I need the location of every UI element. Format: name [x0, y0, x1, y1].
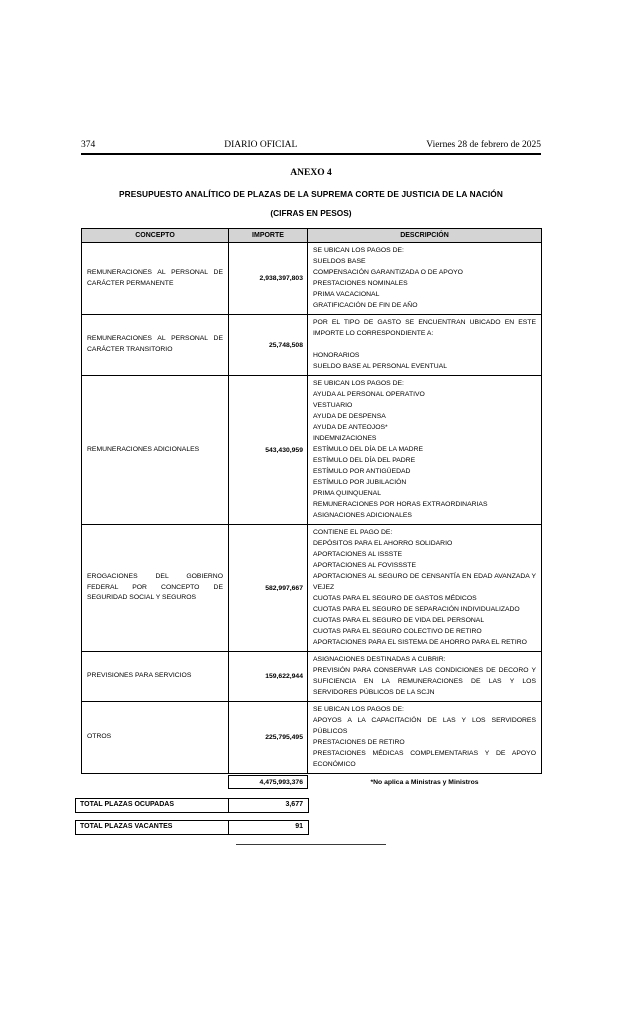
- table-row: [82, 243, 542, 315]
- anexo-heading: ANEXO 4: [290, 168, 332, 178]
- descripcion-line: ESTÍMULO POR ANTIGÜEDAD: [313, 468, 411, 475]
- budget-table: [81, 228, 542, 774]
- descripcion-line: SE UBICAN LOS PAGOS DE:: [313, 706, 404, 713]
- descripcion-cell: [308, 702, 542, 774]
- journal-title: DIARIO OFICIAL: [224, 140, 298, 150]
- descripcion-cell: [308, 376, 542, 525]
- descripcion-line: CONTIENE EL PAGO DE:: [313, 529, 393, 536]
- importe-cell: 25,748,508: [229, 315, 308, 376]
- descripcion-line: POR EL TIPO DE GASTO SE ENCUENTRAN UBICADO EN ESTE IMPORTE LO CORRESPONDIENTE A:: [313, 319, 536, 337]
- table-row: [82, 376, 542, 525]
- descripcion-line: PRESTACIONES MÉDICAS COMPLEMENTARIAS Y DE APOYO ECONÓMICO: [313, 750, 536, 768]
- column-header-descripcion: DESCRIPCIÓN: [308, 229, 542, 243]
- descripcion-line: ESTÍMULO DEL DÍA DEL PADRE: [313, 457, 416, 464]
- descripcion-line: [313, 339, 536, 350]
- descripcion-line: PRESTACIONES NOMINALES: [313, 280, 408, 287]
- masthead: [81, 140, 541, 150]
- descripcion-line: ESTÍMULO POR JUBILACIÓN: [313, 479, 407, 486]
- descripcion-line: ASIGNACIONES ADICIONALES: [313, 512, 412, 519]
- descripcion-cell: [308, 525, 542, 652]
- total-importe: 4,475,993,376: [228, 775, 308, 789]
- descripcion-line: SE UBICAN LOS PAGOS DE:: [313, 380, 404, 387]
- table-row: [82, 525, 542, 652]
- descripcion-line: APOYOS A LA CAPACITACIÓN DE LAS Y LOS SERVIDORES PÚBLICOS: [313, 717, 536, 735]
- importe-cell: 159,622,944: [229, 652, 308, 702]
- descripcion-line: PREVISIÓN PARA CONSERVAR LAS CONDICIONES DE DECORO Y SUFICIENCIA EN LA REMUNERACIONES DE LAS Y LOS SERVIDORES PÚBLICOS DE LA SCJN: [313, 667, 536, 696]
- descripcion-line: SUELDO BASE AL PERSONAL EVENTUAL: [313, 363, 447, 370]
- document-title: PRESUPUESTO ANALÍTICO DE PLAZAS DE LA SUPREMA CORTE DE JUSTICIA DE LA NACIÓN: [119, 189, 503, 199]
- descripcion-line: CUOTAS PARA EL SEGURO COLECTIVO DE RETIRO: [313, 628, 482, 635]
- descripcion-line: ASIGNACIONES DESTINADAS A CUBRIR:: [313, 656, 446, 663]
- concepto-cell: REMUNERACIONES AL PERSONAL DE CARÁCTER TRANSITORIO: [82, 315, 229, 376]
- descripcion-line: COMPENSACIÓN GARANTIZADA O DE APOYO: [313, 269, 463, 276]
- masthead-rule: [81, 153, 541, 155]
- descripcion-line: CUOTAS PARA EL SEGURO DE SEPARACIÓN INDIVIDUALIZADO: [313, 606, 520, 613]
- table-row: [82, 702, 542, 774]
- summary-value: 3,677: [285, 801, 303, 808]
- concepto-cell: EROGACIONES DEL GOBIERNO FEDERAL POR CONCEPTO DE SEGURIDAD SOCIAL Y SEGUROS: [82, 525, 229, 652]
- descripcion-line: ESTÍMULO DEL DÍA DE LA MADRE: [313, 446, 424, 453]
- descripcion-line: HONORARIOS: [313, 352, 360, 359]
- concepto-cell: REMUNERACIONES AL PERSONAL DE CARÁCTER PERMANENTE: [82, 243, 229, 315]
- descripcion-line: SUELDOS BASE: [313, 258, 366, 265]
- table-row: [82, 652, 542, 702]
- column-header-importe: IMPORTE: [229, 229, 308, 243]
- footnote: *No aplica a Ministras y Ministros: [370, 779, 479, 786]
- page-content: [81, 0, 541, 845]
- descripcion-line: PRIMA QUINQUENAL: [313, 490, 381, 497]
- concepto-cell: PREVISIONES PARA SERVICIOS: [82, 652, 229, 702]
- summary-box: [75, 820, 309, 835]
- table-row: [82, 315, 542, 376]
- descripcion-line: SE UBICAN LOS PAGOS DE:: [313, 247, 404, 254]
- end-rule: [236, 844, 386, 845]
- descripcion-line: DEPÓSITOS PARA EL AHORRO SOLIDARIO: [313, 540, 453, 547]
- total-strip: [81, 775, 541, 789]
- descripcion-cell: [308, 652, 542, 702]
- descripcion-line: AYUDA DE DESPENSA: [313, 413, 386, 420]
- document-subtitle: (CIFRAS EN PESOS): [270, 208, 352, 218]
- importe-cell: 225,795,495: [229, 702, 308, 774]
- descripcion-line: REMUNERACIONES POR HORAS EXTRAORDINARIAS: [313, 501, 488, 508]
- summary-value: 91: [295, 823, 303, 830]
- importe-cell: 2,938,397,803: [229, 243, 308, 315]
- descripcion-cell: [308, 243, 542, 315]
- descripcion-line: AYUDA AL PERSONAL OPERATIVO: [313, 391, 425, 398]
- summary-section: [75, 798, 541, 835]
- descripcion-cell: [308, 315, 542, 376]
- descripcion-line: AYUDA DE ANTEOJOS*: [313, 424, 388, 431]
- total-spacer: [81, 775, 228, 789]
- descripcion-line: GRATIFICACIÓN DE FIN DE AÑO: [313, 302, 418, 309]
- descripcion-line: APORTACIONES AL FOVISSSTE: [313, 562, 416, 569]
- descripcion-line: INDEMNIZACIONES: [313, 435, 377, 442]
- descripcion-line: APORTACIONES PARA EL SISTEMA DE AHORRO PARA EL RETIRO: [313, 639, 527, 646]
- descripcion-line: PRIMA VACACIONAL: [313, 291, 380, 298]
- descripcion-line: PRESTACIONES DE RETIRO: [313, 739, 405, 746]
- concepto-cell: REMUNERACIONES ADICIONALES: [82, 376, 229, 525]
- page-number: 374: [81, 140, 96, 150]
- descripcion-line: CUOTAS PARA EL SEGURO DE VIDA DEL PERSONAL: [313, 617, 485, 624]
- descripcion-line: VESTUARIO: [313, 402, 353, 409]
- descripcion-line: CUOTAS PARA EL SEGURO DE GASTOS MÉDICOS: [313, 595, 477, 602]
- descripcion-line: APORTACIONES AL ISSSTE: [313, 551, 403, 558]
- column-header-concepto: CONCEPTO: [82, 229, 229, 243]
- importe-cell: 582,997,667: [229, 525, 308, 652]
- table-header-row: [82, 229, 542, 243]
- concepto-cell: OTROS: [82, 702, 229, 774]
- summary-box: [75, 798, 309, 813]
- descripcion-line: APORTACIONES AL SEGURO DE CENSANTÍA EN EDAD AVANZADA Y VEJEZ: [313, 573, 536, 591]
- importe-cell: 543,430,959: [229, 376, 308, 525]
- summary-label: TOTAL PLAZAS OCUPADAS: [76, 799, 229, 812]
- summary-label: TOTAL PLAZAS VACANTES: [76, 821, 229, 834]
- issue-date: Viernes 28 de febrero de 2025: [426, 140, 541, 150]
